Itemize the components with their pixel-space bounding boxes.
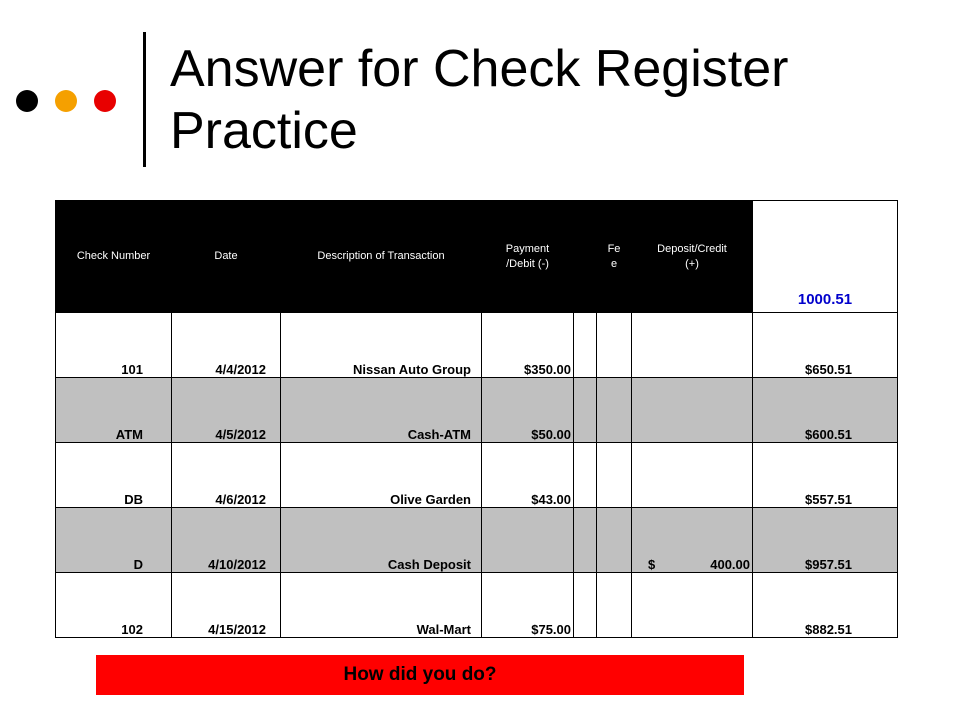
cell-check-number: 101	[56, 313, 172, 378]
table-row	[56, 443, 898, 508]
header-date: Date	[172, 201, 281, 313]
cell-balance: $650.51	[753, 313, 898, 378]
cell-date: 4/4/2012	[172, 313, 281, 378]
cell-check-number: DB	[56, 443, 172, 508]
how-did-you-do-banner: How did you do?	[96, 655, 744, 695]
cell-deposit	[632, 378, 753, 443]
cell-description: Wal-Mart	[281, 573, 482, 638]
cell-balance: $882.51	[753, 573, 898, 638]
header-fee	[597, 201, 632, 313]
table-row	[56, 508, 898, 573]
cell-check-number: D	[56, 508, 172, 573]
header-check-number: Check Number	[56, 201, 172, 313]
cell-description: Olive Garden	[281, 443, 482, 508]
cell-payment	[482, 508, 574, 573]
cell-blank	[574, 573, 597, 638]
cell-payment: $75.00	[482, 573, 574, 638]
header-description: Description of Transaction	[281, 201, 482, 313]
header-fee-line-2: e	[610, 257, 618, 270]
slide-title	[170, 38, 788, 162]
deposit-amount: 400.00	[710, 557, 750, 572]
bullet-dots	[16, 90, 116, 112]
cell-fee	[597, 508, 632, 573]
cell-check-number: ATM	[56, 378, 172, 443]
cell-date: 4/10/2012	[172, 508, 281, 573]
cell-deposit	[632, 313, 753, 378]
cell-deposit	[632, 508, 753, 573]
header-deposit	[632, 201, 753, 313]
table-row	[56, 573, 898, 638]
cell-description: Cash Deposit	[281, 508, 482, 573]
cell-balance: $957.51	[753, 508, 898, 573]
cell-date: 4/15/2012	[172, 573, 281, 638]
header-fee-line-1: Fe	[607, 242, 621, 255]
cell-date: 4/6/2012	[172, 443, 281, 508]
orange-dot-icon	[55, 90, 77, 112]
cell-fee	[597, 378, 632, 443]
cell-balance: $557.51	[753, 443, 898, 508]
header-payment-line-1: Payment	[505, 242, 550, 255]
cell-deposit	[632, 573, 753, 638]
header-deposit-line-1: Deposit/Credit	[657, 242, 727, 255]
cell-fee	[597, 443, 632, 508]
cell-blank	[574, 313, 597, 378]
cell-payment: $50.00	[482, 378, 574, 443]
title-line-1: Answer for Check Register	[170, 40, 789, 98]
cell-deposit	[632, 443, 753, 508]
header-payment	[482, 201, 574, 313]
cell-balance: $600.51	[753, 378, 898, 443]
table-row	[56, 378, 898, 443]
cell-payment: $43.00	[482, 443, 574, 508]
cell-blank	[574, 443, 597, 508]
cell-payment: $350.00	[482, 313, 574, 378]
header-payment-line-2: /Debit (-)	[506, 257, 549, 270]
cell-fee	[597, 573, 632, 638]
cell-blank	[574, 508, 597, 573]
table-row	[56, 313, 898, 378]
deposit-symbol: $	[648, 557, 656, 572]
title-divider	[143, 32, 146, 167]
cell-check-number: 102	[56, 573, 172, 638]
header-row	[56, 201, 898, 313]
check-register-table	[55, 200, 898, 638]
cell-date: 4/5/2012	[172, 378, 281, 443]
cell-description: Nissan Auto Group	[281, 313, 482, 378]
title-line-2: Practice	[170, 102, 358, 160]
starting-balance: 1000.51	[753, 201, 898, 313]
header-deposit-line-2: (+)	[685, 257, 699, 270]
cell-fee	[597, 313, 632, 378]
red-dot-icon	[94, 90, 116, 112]
header-blank	[574, 201, 597, 313]
cell-blank	[574, 378, 597, 443]
black-dot-icon	[16, 90, 38, 112]
cell-description: Cash-ATM	[281, 378, 482, 443]
